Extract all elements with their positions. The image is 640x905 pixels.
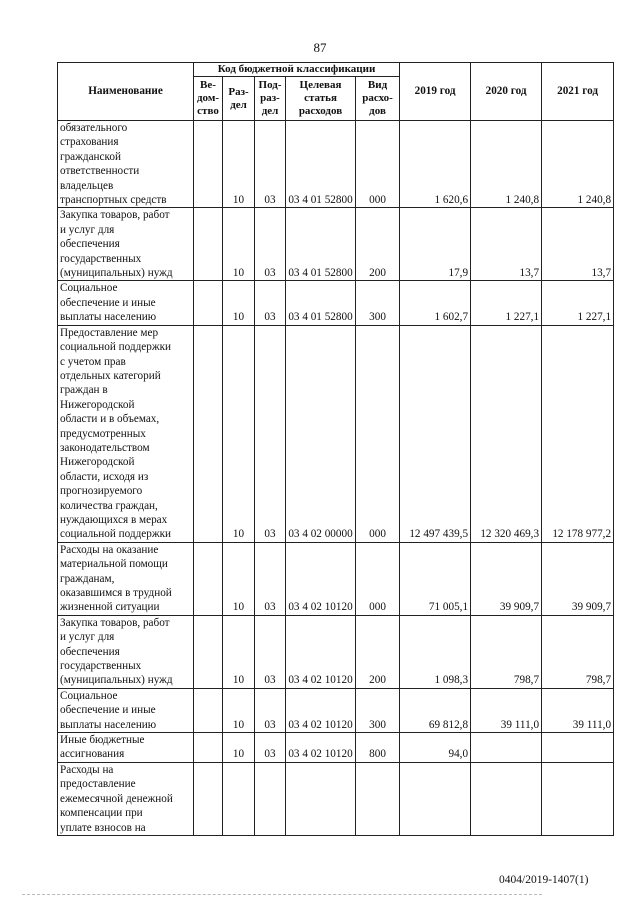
row-celevaya-statya: 03 4 02 10120 bbox=[286, 615, 356, 688]
row-amount-2020: 1 240,8 bbox=[471, 121, 542, 208]
row-podrazdel: 03 bbox=[255, 615, 286, 688]
row-podrazdel: 03 bbox=[255, 733, 286, 763]
header-podrazdel: Под- раз- дел bbox=[255, 77, 286, 121]
row-razdel: 10 bbox=[223, 733, 255, 763]
row-amount-2021 bbox=[542, 762, 614, 835]
row-amount-2021: 12 178 977,2 bbox=[542, 325, 614, 542]
row-celevaya-statya: 03 4 02 10120 bbox=[286, 688, 356, 732]
row-amount-2020: 1 227,1 bbox=[471, 281, 542, 325]
row-amount-2021: 13,7 bbox=[542, 208, 614, 281]
row-amount-2019 bbox=[400, 762, 471, 835]
row-celevaya-statya: 03 4 01 52800 bbox=[286, 281, 356, 325]
row-amount-2019: 1 620,6 bbox=[400, 121, 471, 208]
row-amount-2019: 1 602,7 bbox=[400, 281, 471, 325]
row-amount-2021: 798,7 bbox=[542, 615, 614, 688]
row-vedomstvo bbox=[194, 208, 223, 281]
row-name: обязательного страхования гражданской ответственности владельцев транспортных средств bbox=[58, 121, 194, 208]
table-row bbox=[58, 281, 614, 325]
row-name: Закупка товаров, работ и услуг для обеспечения государственных (муниципальных) нужд bbox=[58, 615, 194, 688]
row-vid-rashodov: 300 bbox=[356, 688, 400, 732]
row-celevaya-statya: 03 4 02 10120 bbox=[286, 542, 356, 615]
row-vid-rashodov: 200 bbox=[356, 615, 400, 688]
table-row bbox=[58, 615, 614, 688]
header-2019: 2019 год bbox=[400, 63, 471, 121]
row-vid-rashodov: 000 bbox=[356, 325, 400, 542]
row-razdel bbox=[223, 762, 255, 835]
row-podrazdel: 03 bbox=[255, 281, 286, 325]
row-razdel: 10 bbox=[223, 208, 255, 281]
row-celevaya-statya: 03 4 02 10120 bbox=[286, 733, 356, 763]
row-razdel: 10 bbox=[223, 325, 255, 542]
row-vid-rashodov: 000 bbox=[356, 542, 400, 615]
row-amount-2019: 17,9 bbox=[400, 208, 471, 281]
row-amount-2020 bbox=[471, 733, 542, 763]
row-amount-2019: 69 812,8 bbox=[400, 688, 471, 732]
row-amount-2020: 798,7 bbox=[471, 615, 542, 688]
row-amount-2020: 13,7 bbox=[471, 208, 542, 281]
row-vedomstvo bbox=[194, 688, 223, 732]
row-podrazdel: 03 bbox=[255, 688, 286, 732]
header-name: Наименование bbox=[58, 63, 194, 121]
row-razdel: 10 bbox=[223, 542, 255, 615]
row-podrazdel: 03 bbox=[255, 208, 286, 281]
header-2021: 2021 год bbox=[542, 63, 614, 121]
row-amount-2021: 39 111,0 bbox=[542, 688, 614, 732]
table-row bbox=[58, 542, 614, 615]
row-vedomstvo bbox=[194, 762, 223, 835]
row-podrazdel: 03 bbox=[255, 121, 286, 208]
table-row bbox=[58, 325, 614, 542]
header-vedomstvo: Ве- дом- ство bbox=[194, 77, 223, 121]
row-amount-2020: 39 909,7 bbox=[471, 542, 542, 615]
row-vid-rashodov: 800 bbox=[356, 733, 400, 763]
row-vedomstvo bbox=[194, 733, 223, 763]
row-vid-rashodov: 300 bbox=[356, 281, 400, 325]
row-amount-2021 bbox=[542, 733, 614, 763]
table-row bbox=[58, 208, 614, 281]
header-2020: 2020 год bbox=[471, 63, 542, 121]
row-amount-2021: 1 240,8 bbox=[542, 121, 614, 208]
row-name: Социальное обеспечение и иные выплаты населению bbox=[58, 281, 194, 325]
row-celevaya-statya: 03 4 02 00000 bbox=[286, 325, 356, 542]
header-razdel: Раз- дел bbox=[223, 77, 255, 121]
row-amount-2019: 94,0 bbox=[400, 733, 471, 763]
table-row bbox=[58, 688, 614, 732]
row-razdel: 10 bbox=[223, 121, 255, 208]
row-podrazdel: 03 bbox=[255, 542, 286, 615]
row-amount-2020: 12 320 469,3 bbox=[471, 325, 542, 542]
row-vedomstvo bbox=[194, 281, 223, 325]
row-name: Расходы на оказание материальной помощи гражданам, оказавшимся в трудной жизненной ситуации bbox=[58, 542, 194, 615]
budget-table bbox=[57, 62, 614, 836]
document-code: 0404/2019-1407(1) bbox=[499, 874, 589, 886]
row-amount-2020: 39 111,0 bbox=[471, 688, 542, 732]
row-name: Социальное обеспечение и иные выплаты населению bbox=[58, 688, 194, 732]
row-vedomstvo bbox=[194, 542, 223, 615]
table-row bbox=[58, 762, 614, 835]
row-vedomstvo bbox=[194, 325, 223, 542]
row-vid-rashodov: 000 bbox=[356, 121, 400, 208]
row-name: Предоставление мер социальной поддержки с учетом прав отдельных категорий граждан в Нижегородской области и в объемах, предусмотренных законодательством Нижегородской области, исходя из прогнозируемого количества граждан, нуждающихся в мерах социальной поддержки bbox=[58, 325, 194, 542]
row-name: Закупка товаров, работ и услуг для обеспечения государственных (муниципальных) нужд bbox=[58, 208, 194, 281]
row-amount-2019: 71 005,1 bbox=[400, 542, 471, 615]
table-row bbox=[58, 733, 614, 763]
row-razdel: 10 bbox=[223, 281, 255, 325]
scan-edge-divider bbox=[22, 894, 542, 895]
row-podrazdel bbox=[255, 762, 286, 835]
row-vid-rashodov bbox=[356, 762, 400, 835]
row-amount-2021: 39 909,7 bbox=[542, 542, 614, 615]
table-row bbox=[58, 121, 614, 208]
row-razdel: 10 bbox=[223, 615, 255, 688]
row-vid-rashodov: 200 bbox=[356, 208, 400, 281]
row-vedomstvo bbox=[194, 615, 223, 688]
row-vedomstvo bbox=[194, 121, 223, 208]
row-celevaya-statya bbox=[286, 762, 356, 835]
header-vid-rashodov: Вид расхо- дов bbox=[356, 77, 400, 121]
row-celevaya-statya: 03 4 01 52800 bbox=[286, 121, 356, 208]
row-name: Иные бюджетные ассигнования bbox=[58, 733, 194, 763]
row-celevaya-statya: 03 4 01 52800 bbox=[286, 208, 356, 281]
row-amount-2020 bbox=[471, 762, 542, 835]
header-celevaya-statya: Целевая статья расходов bbox=[286, 77, 356, 121]
row-amount-2019: 12 497 439,5 bbox=[400, 325, 471, 542]
row-amount-2019: 1 098,3 bbox=[400, 615, 471, 688]
row-name: Расходы на предоставление ежемесячной денежной компенсации при уплате взносов на bbox=[58, 762, 194, 835]
header-kbk: Код бюджетной классификации bbox=[194, 63, 400, 77]
row-amount-2021: 1 227,1 bbox=[542, 281, 614, 325]
row-razdel: 10 bbox=[223, 688, 255, 732]
row-podrazdel: 03 bbox=[255, 325, 286, 542]
page-number: 87 bbox=[313, 40, 327, 55]
